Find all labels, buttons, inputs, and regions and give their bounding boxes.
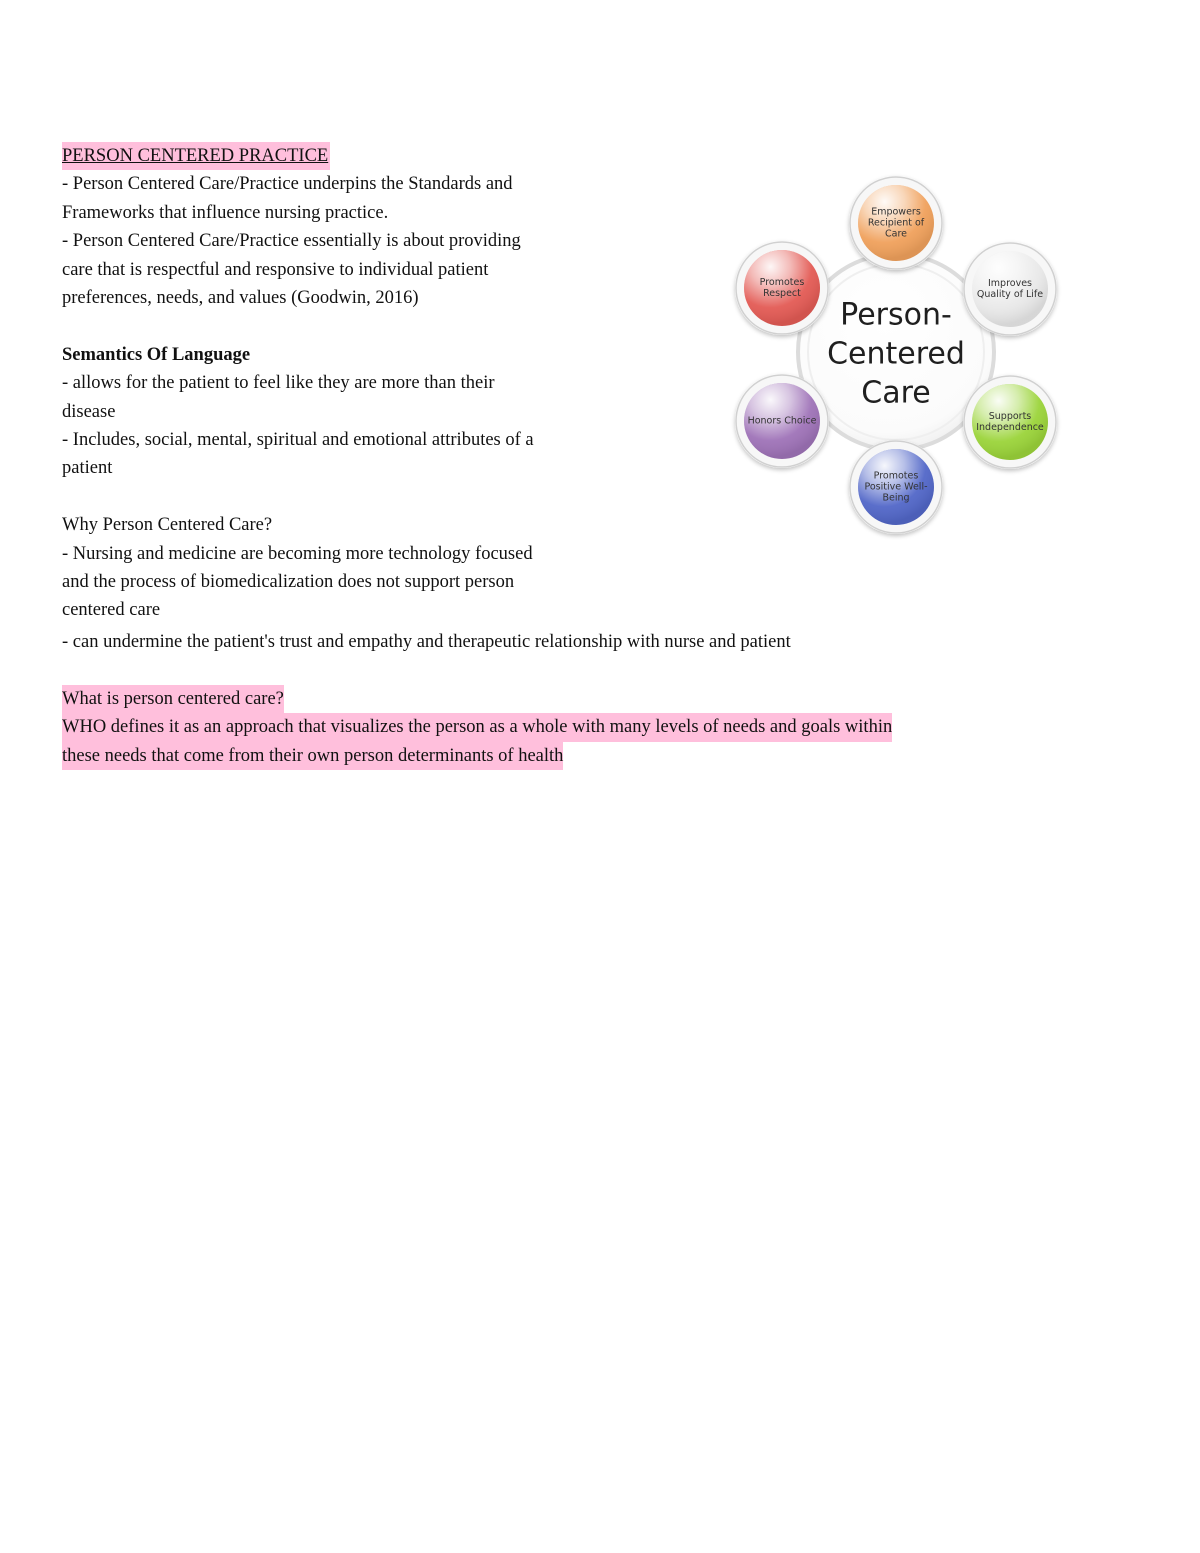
what-answer-line-1: WHO defines it as an approach that visualizes the person as a whole with many levels of needs and goals within (62, 713, 892, 741)
highlighted-definition (62, 685, 1102, 770)
section-spacer-2 (62, 483, 622, 511)
node-label-line: Independence (976, 422, 1044, 433)
center-label-line-1: Person- (840, 297, 952, 333)
person-centered-care-diagram (726, 170, 1070, 540)
intro-line-5: preferences, needs, and values (Goodwin, 2016) (62, 288, 419, 309)
what-answer-line-2: these needs that come from their own person determinants of health (62, 742, 563, 770)
supports-independence-node (963, 375, 1057, 469)
node-label-line: Improves (987, 278, 1033, 289)
intro-line-2: Frameworks that influence nursing practice. (62, 202, 389, 223)
what-question: What is person centered care? (62, 685, 284, 713)
semantics-heading: Semantics Of Language (62, 344, 251, 365)
why-line-3: centered care (62, 600, 161, 621)
semantics-line-3: - Includes, social, mental, spiritual and emotional attributes of a (62, 430, 534, 451)
why-line-2: and the process of biomedicalization does not support person (62, 572, 515, 593)
diagram-svg (726, 170, 1070, 540)
node-label-line: Empowers (871, 206, 921, 218)
section-spacer-1 (62, 312, 622, 340)
node-label-line: Supports (988, 411, 1032, 422)
why-wide-line: - can undermine the patient's trust and empathy and therapeutic relationship with nurse and patient (62, 632, 791, 652)
left-text-column (62, 142, 622, 625)
node-label-line: Quality of Life (976, 289, 1044, 300)
semantics-line-2: disease (62, 401, 116, 422)
intro-line-3: - Person Centered Care/Practice essentially is about providing (62, 231, 521, 252)
empowers-recipient-node (849, 176, 943, 270)
promotes-respect-node (735, 241, 829, 335)
intro-line-1: - Person Centered Care/Practice underpins the Standards and (62, 174, 513, 195)
node-label-line: Care (885, 228, 907, 240)
node-label-line: Promotes (873, 470, 919, 482)
positive-wellbeing-node (849, 440, 943, 534)
node-label-line: Being (882, 492, 910, 504)
improves-quality-node (963, 242, 1057, 336)
node-label-line: Positive Well- (864, 481, 928, 493)
node-label-line: Honors Choice (747, 415, 817, 427)
page-title: PERSON CENTERED PRACTICE (62, 142, 330, 170)
why-line-1: - Nursing and medicine are becoming more technology focused (62, 543, 533, 564)
center-label-line-3: Care (861, 375, 931, 411)
intro-line-4: care that is respectful and responsive to individual patient (62, 259, 489, 280)
center-label-line-2: Centered (827, 336, 965, 372)
why-heading: Why Person Centered Care? (62, 515, 273, 536)
node-label-line: Recipient of (867, 217, 925, 229)
node-label-line: Respect (763, 288, 801, 299)
title-line-wrapper (62, 142, 622, 170)
node-label-line: Promotes (759, 277, 805, 288)
honors-choice-node (735, 374, 829, 468)
semantics-line-1: - allows for the patient to feel like they are more than their (62, 373, 495, 394)
semantics-line-4: patient (62, 458, 113, 479)
